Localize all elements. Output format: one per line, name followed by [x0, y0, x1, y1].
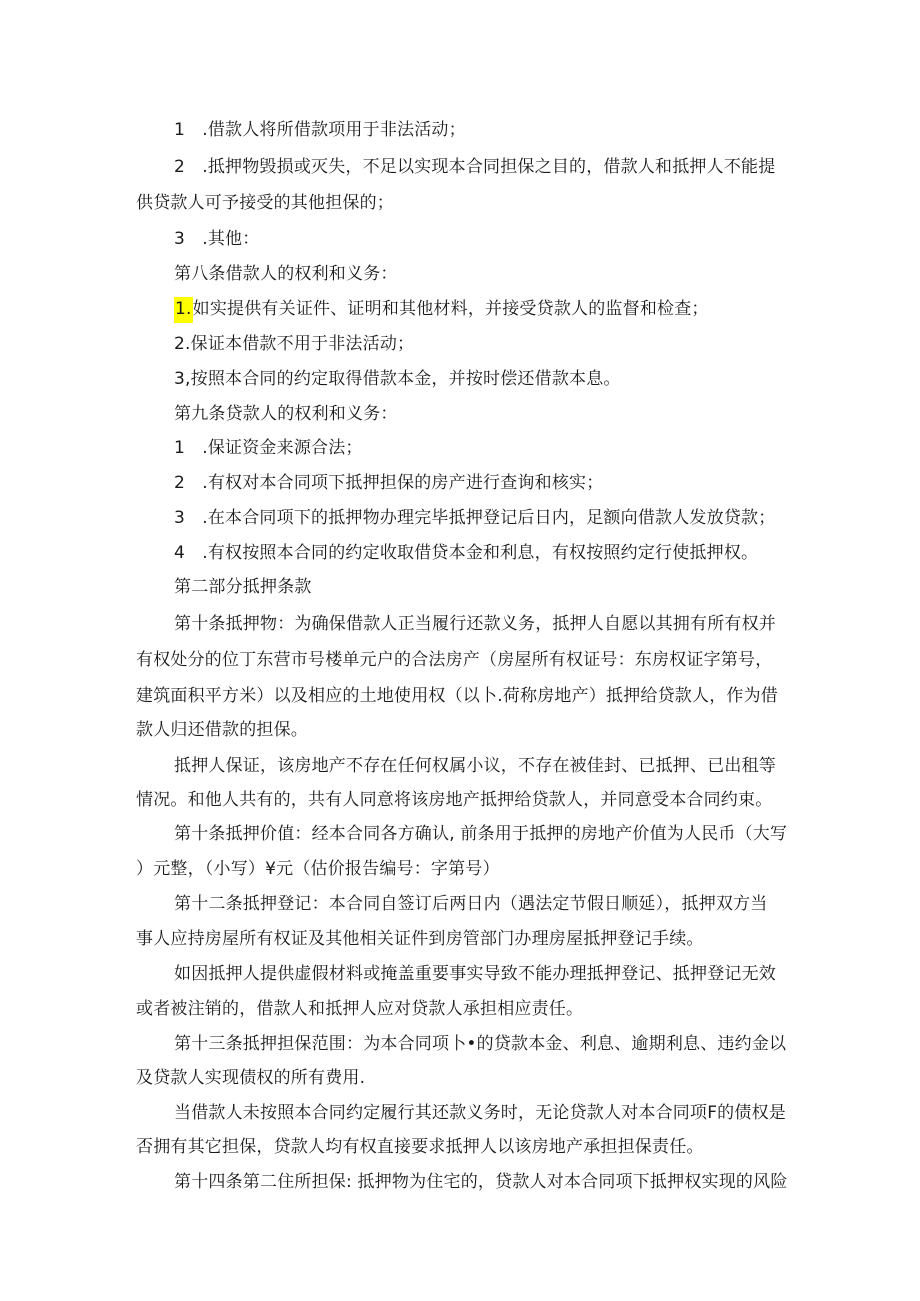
section-heading: 第九条贷款人的权利和义务： [174, 404, 398, 424]
text-line: ）元整，（小写）¥元（估价报告编号：字第号） [136, 859, 500, 879]
text-line: 情况。和他人共有的，共有人同意将该房地产抵押给贷款人，并同意受本合同约束。 [136, 790, 773, 810]
text-line: 3,按照本合同的约定取得借款本金，并按时偿还借款本息。 [174, 369, 621, 389]
text-line: 第十四条第二住所担保: 抵押物为住宅的，贷款人对本合同项下抵押权实现的风险 [174, 1172, 788, 1192]
text-line: 款人归还借款的担保。 [136, 720, 308, 740]
text-line: 有权处分的位丁东营市号楼单元户的合法房产（房屋所有权证号：东房权证字第号， [136, 650, 773, 670]
text-line: 如因抵押人提供虚假材料或掩盖重要事实导致不能办理抵押登记、抵押登记无效 [174, 964, 776, 984]
text-line: 或者被注销的，借款人和抵押人应对贷款人承担相应责任。 [136, 999, 584, 1019]
text-line: 2.保证本借款不用于非法活动； [174, 334, 415, 354]
text-line: 当借款人未按照本合同约定履行其还款义务时，无论贷款人对本合同项F的债权是 [174, 1103, 786, 1123]
text-line: 3 .在本合同项下的抵押物办理完毕抵押登记后日内，足额向借款人发放贷款； [174, 508, 776, 528]
text-line: 及贷款人实现债权的所有费用. [136, 1068, 366, 1088]
text-line-content: 如实提供有关证件、证明和其他材料，并接受贷款人的监督和检查； [192, 299, 709, 319]
text-line: 抵押人保证，该房地产不存在任何权属小议，不存在被佳封、已抵押、已出租等 [174, 756, 776, 776]
text-line: 4 .有权按照本合同的约定收取借贷本金和利息，有权按照约定行使抵押权。 [174, 543, 759, 563]
part-heading: 第二部分抵押条款 [174, 577, 312, 597]
text-line: 供贷款人可予接受的其他担保的； [136, 193, 394, 213]
text-line: 3 .其他： [174, 229, 260, 249]
text-line: 事人应持房屋所有权证及其他相关证件到房管部门办理房屋抵押登记手续。 [136, 929, 704, 949]
text-line: 第十三条抵押担保范围：为本合同项卜•的贷款本金、利息、逾期利息、违约金以 [174, 1034, 787, 1054]
text-line: 第十条抵押物：为确保借款人正当履行还款义务，抵押人自愿以其拥有所有权并 [174, 614, 776, 634]
highlighted-number: 1. [174, 297, 193, 323]
text-line: 2 .有权对本合同项下抵押担保的房产进行查询和核实； [174, 473, 604, 493]
text-line: 2 .抵押物毁损或灭失，不足以实现本合同担保之目的，借款人和抵押人不能提 [174, 157, 776, 177]
text-line: 第十二条抵押登记：本合同自签订后两日内（遇法定节假日顺延），抵押双方当 [174, 894, 768, 914]
section-heading: 第八条借款人的权利和义务： [174, 264, 398, 284]
text-line: 1 .借款人将所借款项用于非法活动； [174, 120, 466, 140]
text-line: 否拥有其它担保，贷款人均有权直接要求抵押人以该房地产承担担保责任。 [136, 1137, 704, 1157]
text-line: 第十条抵押价值：经本合同各方确认, 前条用于抵押的房地产价值为人民币（大写 [174, 824, 788, 844]
text-line [174, 299, 709, 319]
text-line: 1 .保证资金来源合法； [174, 438, 363, 458]
text-line: 建筑面积平方米）以及相应的土地使用权（以卜.荷称房地产）抵押给贷款人，作为借 [136, 686, 779, 706]
